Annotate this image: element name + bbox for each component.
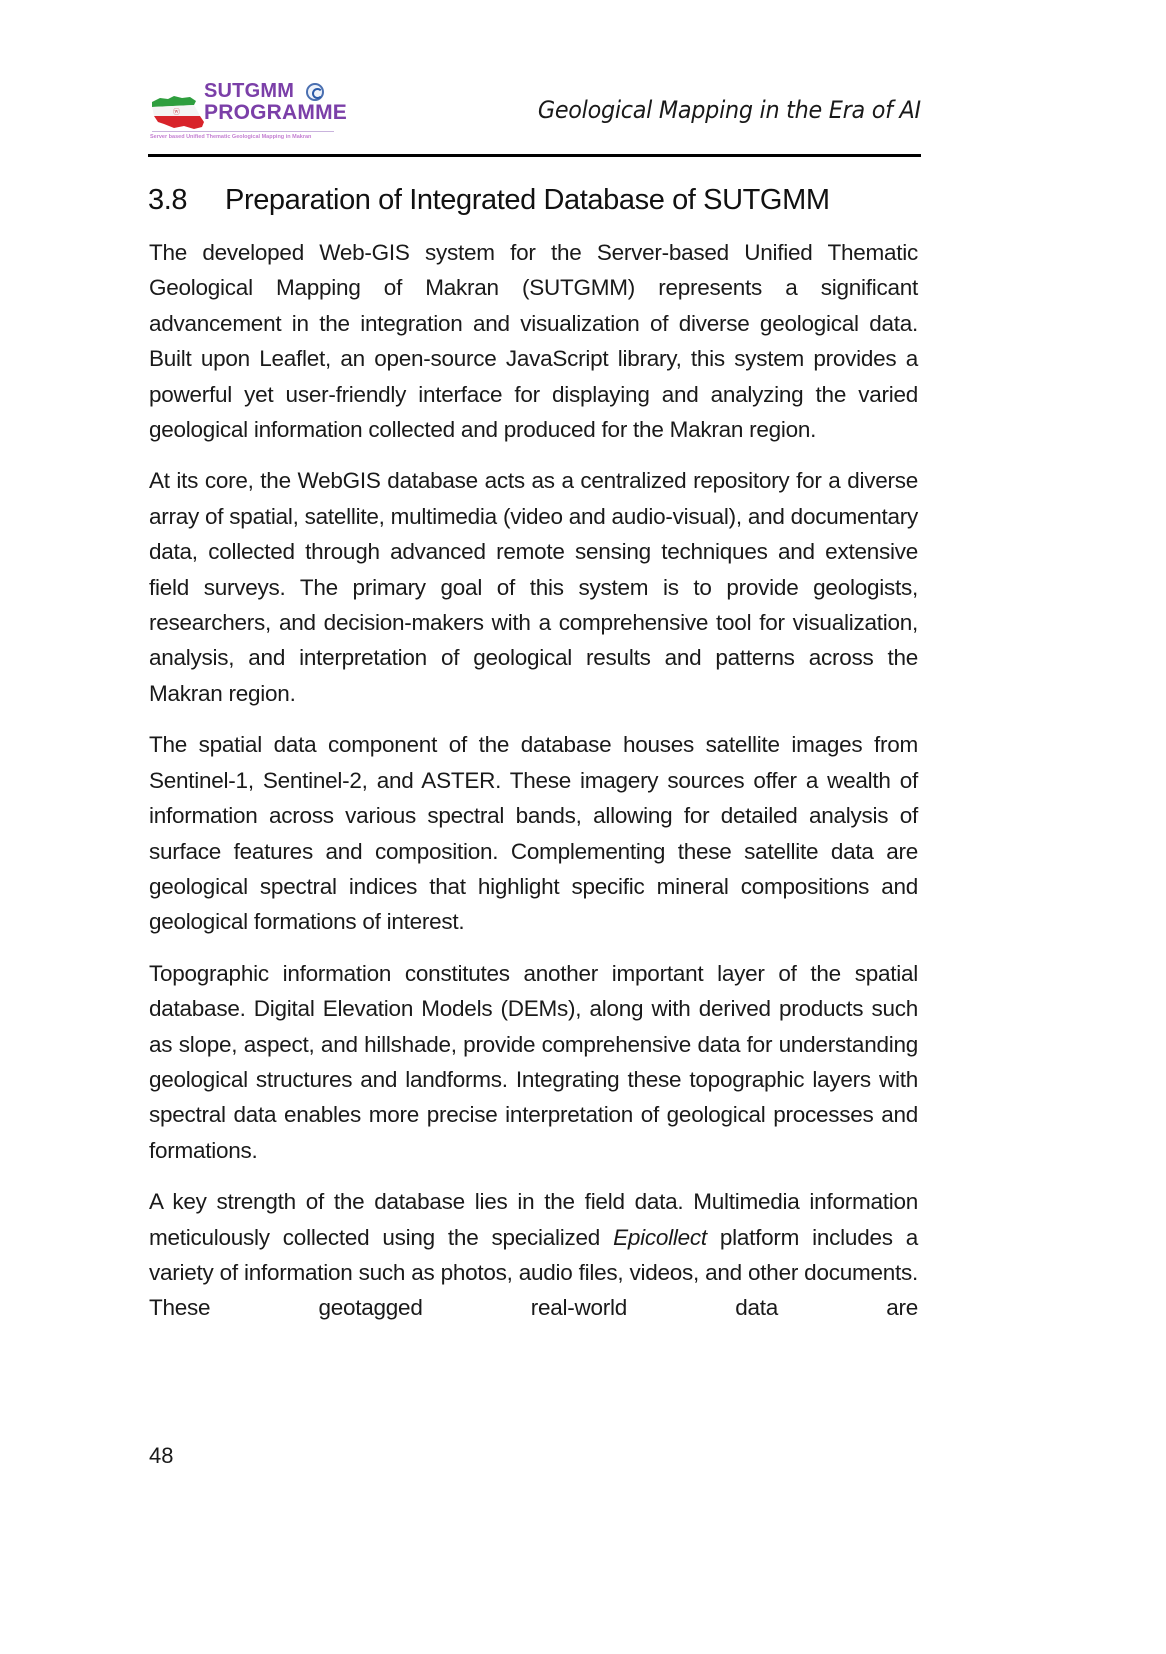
logo-divider [152, 131, 334, 132]
programme-emblem-icon [306, 83, 324, 101]
paragraph [149, 1184, 918, 1326]
page-number: 48 [149, 1443, 174, 1468]
platform-name: Epicollect [613, 1224, 707, 1250]
section-number: 3.8 [148, 184, 188, 216]
logo-tagline: Server based Unified Thematic Geological Mapping in Makran [150, 134, 312, 140]
iran-flag-map-icon [150, 92, 206, 132]
logo-title [204, 80, 347, 124]
paragraph-text: A key strength of the database lies in the field data. Multimedia information meticulously collected using the specialized [149, 1189, 918, 1250]
logo-title-line2: PROGRAMME [204, 101, 347, 124]
header-rule [148, 154, 921, 157]
running-head: Geological Mapping in the Era of AI [538, 96, 921, 124]
logo-title-line1: SUTGMM [204, 80, 295, 102]
svg-text:ⓦ: ⓦ [173, 108, 180, 116]
programme-logo [148, 78, 348, 148]
page-header [148, 78, 921, 158]
section-heading [148, 182, 830, 218]
paragraph: The developed Web-GIS system for the Server-based Unified Thematic Geological Mapping of Makran (SUTGMM) represents a significant advancement in the integration and visualization of diverse geological data. Built upon Leaflet, an open-source JavaScript library, this system provides a powerful yet user-friendly interface for displaying and analyzing the varied geological information collected and produced for the Makran region. [149, 240, 918, 443]
paragraph-text: platform includes a variety of information such as photos, audio files, videos, and other documents. These geotagged real-world data are [149, 1224, 918, 1321]
body-text [149, 235, 918, 1342]
paragraph: Topographic information constitutes another important layer of the spatial database. Digital Elevation Models (DEMs), along with derived products such as slope, aspect, and hillshade, provide comprehensive data for understanding geological structures and landforms. Integrating these topographic layers with spectral data enables more precise interpretation of geological processes and formations. [149, 960, 918, 1163]
section-title: Preparation of Integrated Database of SUTGMM [225, 184, 830, 216]
paragraph: At its core, the WebGIS database acts as a centralized repository for a diverse array of spatial, satellite, multimedia (video and audio-visual), and documentary data, collected through advanced remote sensing techniques and extensive field surveys. The primary goal of this system is to provide geologists, researchers, and decision-makers with a comprehensive tool for visualization, analysis, and interpretation of geological results and patterns across the Makran region. [149, 468, 918, 706]
paragraph: The spatial data component of the database houses satellite images from Sentinel-1, Sentinel-2, and ASTER. These imagery sources offer a wealth of information across various spectral bands, allowing for detailed analysis of surface features and composition. Complementing these satellite data are geological spectral indices that highlight specific mineral compositions and geological formations of interest. [149, 732, 918, 935]
